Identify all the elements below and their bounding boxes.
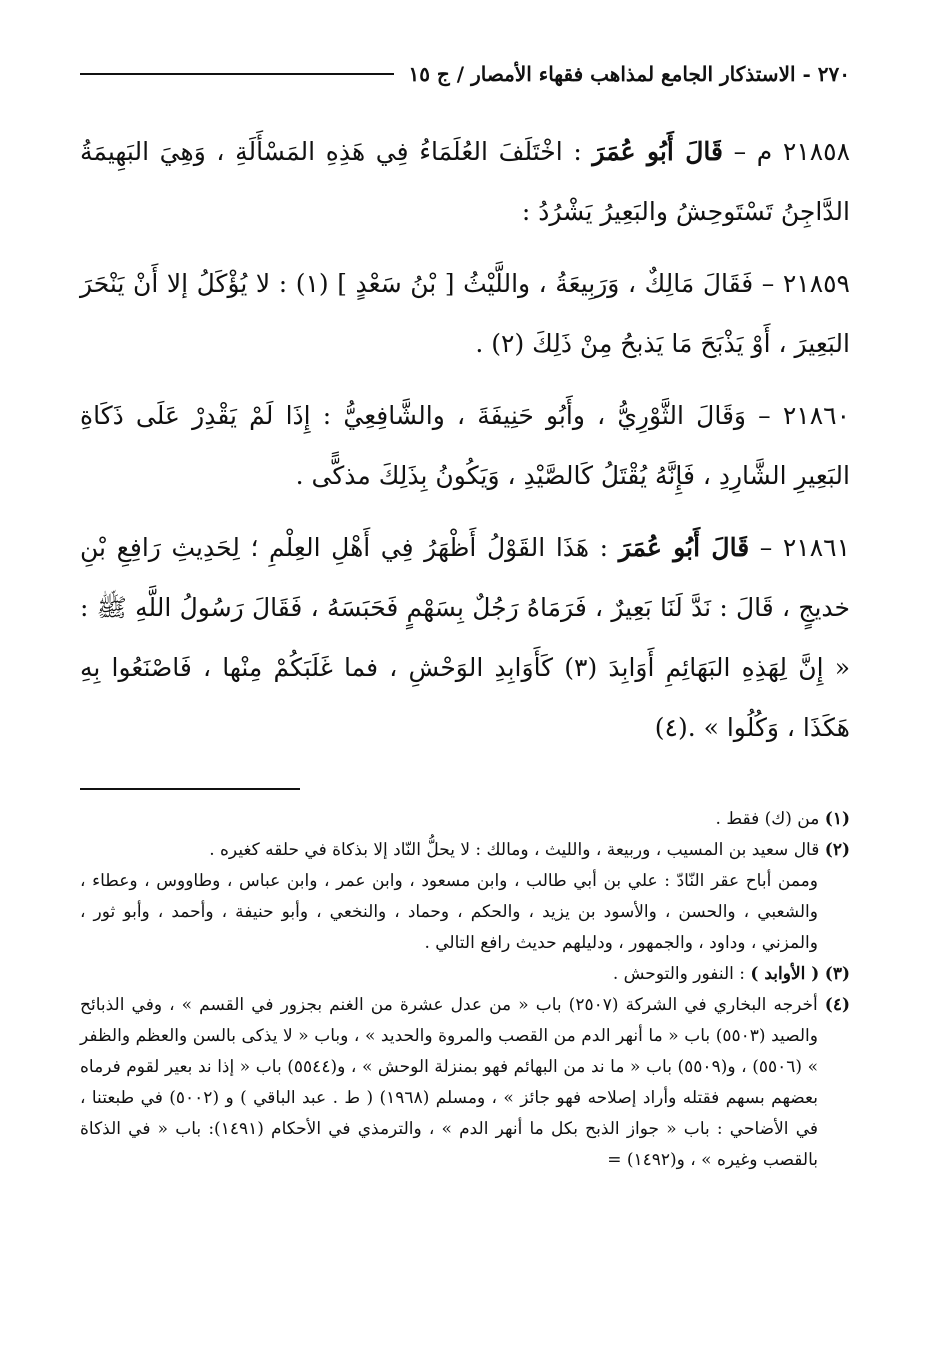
- footnote-marker: (١): [824, 809, 850, 829]
- footnote-marker: (٣): [824, 964, 850, 984]
- footnote-text: قال سعيد بن المسيب ، وربيعة ، والليث ، ومالك : لا يحلُّ النّاد إلا بذكاة في حلقه كغيره .: [209, 840, 820, 860]
- footnote-separator-wrap: [80, 770, 850, 804]
- footnote-separator: [80, 788, 300, 790]
- paragraph-number: ٢١٨٥٨ م –: [733, 137, 851, 166]
- paragraph-21861: [80, 518, 850, 758]
- paragraph-21860: [80, 386, 850, 506]
- header-title: ٢٧٠ - الاستذكار الجامع لمذاهب فقهاء الأمصار / ج ١٥: [408, 62, 850, 86]
- footnote-marker: (٢): [824, 840, 850, 860]
- paragraph-21858: [80, 122, 850, 242]
- paragraph-21859: [80, 254, 850, 374]
- main-text: [80, 122, 850, 758]
- footnote-term: ( الأوابد ): [750, 964, 820, 984]
- speaker: قَالَ أَبُو عُمَرَ: [592, 137, 723, 166]
- paragraph-text: وَقَالَ الثَّوْرِيُّ ، وأَبُو حَنِيفَةَ ، والشَّافِعِيُّ : إِذَا لَمْ يَقْدِرْ عَلَى ذَكَاةِ البَعِيرِ الشَّارِدِ ، فَإِنَّهُ يُقْتَلُ كَالصَّيْدِ ، وَيَكُونُ بِذَلِكَ مذكًّى .: [80, 401, 850, 490]
- footnote-4: [80, 990, 850, 1176]
- footnotes: [80, 804, 850, 1176]
- paragraph-number: ٢١٨٦٠ –: [758, 401, 850, 430]
- paragraph-text: : هَذَا القَوْلُ أَظْهَرُ فِي أَهْلِ العِلْمِ ؛ لِحَدِيثِ رَافِعِ بْنِ خديجٍ ، قَالَ : نَدَّ لَنَا بَعِيرٌ ، فَرَمَاهُ رَجُلٌ بِسَهْمٍ فَحَبَسَهُ ، فَقَالَ رَسُولُ اللَّهِ ﷺ : « إِنَّ لِهَذِهِ البَهَائِمِ أَوَابِدَ (٣) كَأَوَابِدِ الوَحْشِ ، فما غَلَبَكُمْ مِنْها ، فَاصْنَعُوا بِهِ هَكَذَا ، وَكُلُوا » .(٤): [80, 533, 850, 742]
- paragraph-text: فَقَالَ مَالِكٌ ، وَرَبِيعَةُ ، واللَّيْثُ [ بْنُ سَعْدٍ ] (١) : لا يُؤْكَلُ إلا أَنْ يَنْحَرَ البَعِيرَ ، أَوْ يَذْبَحَ مَا يَذبحُ مِنْ ذَلِكَ (٢) .: [80, 269, 850, 358]
- footnote-2: [80, 835, 850, 866]
- paragraph-number: ٢١٨٥٩ –: [761, 269, 850, 298]
- speaker: قَالَ أَبُو عُمَرَ: [618, 533, 750, 562]
- paragraph-text: : اخْتَلَفَ العُلَمَاءُ فِي هَذِهِ المَسْأَلَةِ ، وَهِيَ البَهِيمَةُ الدَّاجِنُ تَسْتَوحِشُ والبَعِيرُ يَشْرُدُ :: [80, 137, 850, 226]
- footnote-text: أخرجه البخاري في الشركة (٢٥٠٧) باب « من عدل عشرة من الغنم بجزور في القسم » ، وفي الذبائح والصيد (٥٥٠٣) باب « ما أنهر الدم من القصب والمروة والحديد » ، وباب « لا يذكى بالسن والعظم والظفر » (٥٥٠٦) ، و(٥٥٠٩) باب « ما ند من البهائم فهو بمنزلة الوحش » ، و(٥٥٤٤) باب « إذا ند بعير لقوم فرماه بعضهم بسهم فقتله وأراد إصلاحه فهو جائز » ، ومسلم (١٩٦٨) ( ط . عبد الباقي ) و (٥٠٠٢) في طبعتنا ، في الأضاحي : باب « جواز الذبح بكل ما أنهر الدم » ، والترمذي في الأحكام (١٤٩١): باب « في الذكاة بالقصب وغيره » ، و(١٤٩٢) =: [80, 995, 818, 1170]
- footnote-2-continued: [80, 866, 850, 959]
- running-header: [80, 50, 850, 98]
- footnote-text: من (ك) فقط .: [715, 809, 820, 829]
- footnote-marker: (٤): [824, 995, 851, 1015]
- footnote-1: [80, 804, 850, 835]
- header-rule: [80, 73, 394, 75]
- paragraph-number: ٢١٨٦١ –: [759, 533, 851, 562]
- footnote-3: [80, 959, 850, 990]
- page: [80, 50, 850, 1176]
- footnote-text: : النفور والتوحش .: [612, 964, 746, 984]
- footnote-text: وممن أباح عقر النّادّ : علي بن أبي طالب ، وابن مسعود ، وابن عمر ، وابن عباس ، وطاووس ، وعطاء ، والشعبي ، والحسن ، والأسود بن يزيد ، والحكم ، وحماد ، والنخعي ، وأبو حنيفة ، وأحمد ، وأبو ثور ، والمزني ، وداود ، والجمهور ، ودليلهم حديث رافع التالي .: [80, 871, 818, 953]
